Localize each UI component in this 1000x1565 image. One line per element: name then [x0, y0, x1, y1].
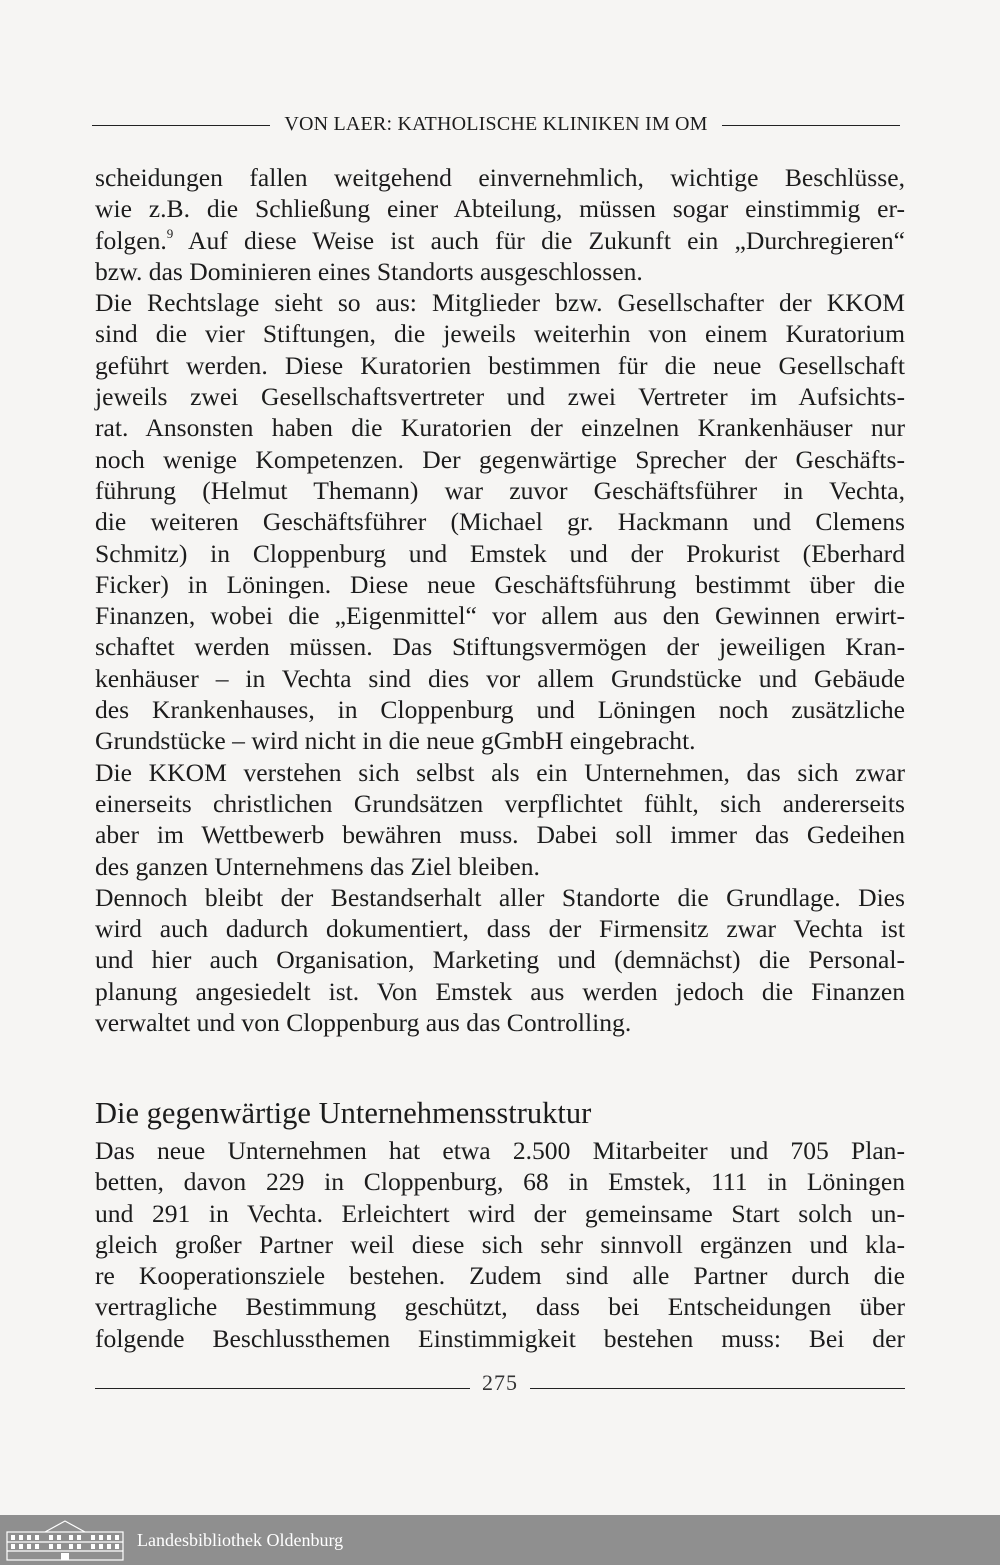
text-line: sind die vier Stiftungen, die jeweils weiterhin von einem Kuratorium — [95, 319, 905, 349]
text-line: Ficker) in Löningen. Diese neue Geschäftsführung bestimmt über die — [95, 569, 905, 599]
text-line: betten, davon 229 in Cloppenburg, 68 in Emstek, 111 in Löningen — [95, 1167, 905, 1197]
text-line: noch wenige Kompetenzen. Der gegenwärtige Sprecher der Geschäfts- — [95, 444, 905, 474]
footer-rule-right — [530, 1388, 905, 1389]
library-name[interactable]: Landesbibliothek Oldenburg — [137, 1529, 344, 1550]
text-line: aber im Wettbewerb bewähren muss. Dabei soll immer das Gedeihen — [95, 820, 905, 850]
text-line: die weiteren Geschäftsführer (Michael gr. Hackmann und Clemens — [95, 507, 905, 537]
text-line: Die Rechtslage sieht so aus: Mitglieder bzw. Gesellschafter der KKOM — [95, 288, 905, 318]
text-fragment: Auf diese Weise ist auch für die Zukunft ein „Durchregieren“ — [173, 225, 905, 255]
text-line: Dennoch bleibt der Bestandserhalt aller Standorte die Grundlage. Dies — [95, 882, 905, 912]
text-fragment: folgen. — [95, 225, 167, 255]
page-footer — [95, 1370, 905, 1396]
head-rule-left — [92, 125, 270, 126]
text-line: schaftet werden müssen. Das Stiftungsvermögen der jeweiligen Kran- — [95, 632, 905, 662]
text-line: vertragliche Bestimmung geschützt, dass bei Entscheidungen über — [95, 1292, 905, 1322]
text-line: Das neue Unternehmen hat etwa 2.500 Mitarbeiter und 705 Plan- — [95, 1136, 905, 1165]
text-line: Die KKOM verstehen sich selbst als ein Unternehmen, das sich zwar — [95, 757, 905, 787]
text-line: führung (Helmut Themann) war zuvor Geschäftsführer in Vechta, — [95, 475, 905, 505]
footer-rule-left — [95, 1388, 470, 1389]
text-line: des Krankenhauses, in Cloppenburg und Löningen noch zusätzliche — [95, 695, 905, 725]
text-line: einerseits christlichen Grundsätzen verpflichtet fühlt, sich andererseits — [95, 788, 905, 818]
running-head — [92, 113, 900, 136]
running-head-title: VON LAER: KATHOLISCHE KLINIKEN IM OM — [284, 113, 708, 135]
text-line: jeweils zwei Gesellschaftsvertreter und zwei Vertreter im Aufsichts- — [95, 382, 905, 412]
text-line: geführt werden. Diese Kuratorien bestimmen für die neue Gesellschaft — [95, 350, 905, 380]
text-line: wie z.B. die Schließung einer Abteilung, müssen sogar einstimmig er- — [95, 194, 905, 224]
text-line: des ganzen Unternehmens das Ziel bleiben. — [95, 851, 540, 881]
library-building-icon — [5, 1518, 125, 1562]
text-line — [95, 225, 905, 256]
text-line: und 291 in Vechta. Erleichtert wird der gemeinsame Start solch un- — [95, 1198, 905, 1228]
section-body-text — [95, 1135, 905, 1354]
text-line: scheidungen fallen weitgehend einvernehmlich, wichtige Beschlüsse, — [95, 163, 905, 192]
section-heading: Die gegenwärtige Unternehmensstruktur — [95, 1096, 592, 1130]
text-line: folgende Beschlussthemen Einstimmigkeit bestehen muss: Bei der — [95, 1323, 905, 1353]
text-line: rat. Ansonsten haben die Kuratorien der einzelnen Krankenhäuser nur — [95, 413, 905, 443]
page-number: 275 — [482, 1370, 518, 1395]
text-line: re Kooperationsziele bestehen. Zudem sind alle Partner durch die — [95, 1261, 905, 1291]
text-line: bzw. das Dominieren eines Standorts ausgeschlossen. — [95, 256, 643, 286]
footnote-reference[interactable]: 9 — [166, 225, 174, 241]
text-line: Finanzen, wobei die „Eigenmittel“ vor allem aus den Gewinnen erwirt- — [95, 601, 905, 631]
body-text — [95, 162, 905, 1038]
library-bar — [0, 1515, 1000, 1565]
text-line: verwaltet und von Cloppenburg aus das Controlling. — [95, 1008, 632, 1038]
text-line: gleich großer Partner weil diese sich sehr sinnvoll ergänzen und kla- — [95, 1229, 905, 1259]
text-line: Schmitz) in Cloppenburg und Emstek und der Prokurist (Eberhard — [95, 538, 905, 568]
text-line: kenhäuser – in Vechta sind dies vor allem Grundstücke und Gebäude — [95, 663, 905, 693]
text-line: planung angesiedelt ist. Von Emstek aus werden jedoch die Finanzen — [95, 976, 905, 1006]
text-line: Grundstücke – wird nicht in die neue gGmbH eingebracht. — [95, 726, 696, 756]
text-line: und hier auch Organisation, Marketing und (demnächst) die Personal- — [95, 945, 905, 975]
head-rule-right — [722, 125, 900, 126]
text-line: wird auch dadurch dokumentiert, dass der Firmensitz zwar Vechta ist — [95, 914, 905, 944]
